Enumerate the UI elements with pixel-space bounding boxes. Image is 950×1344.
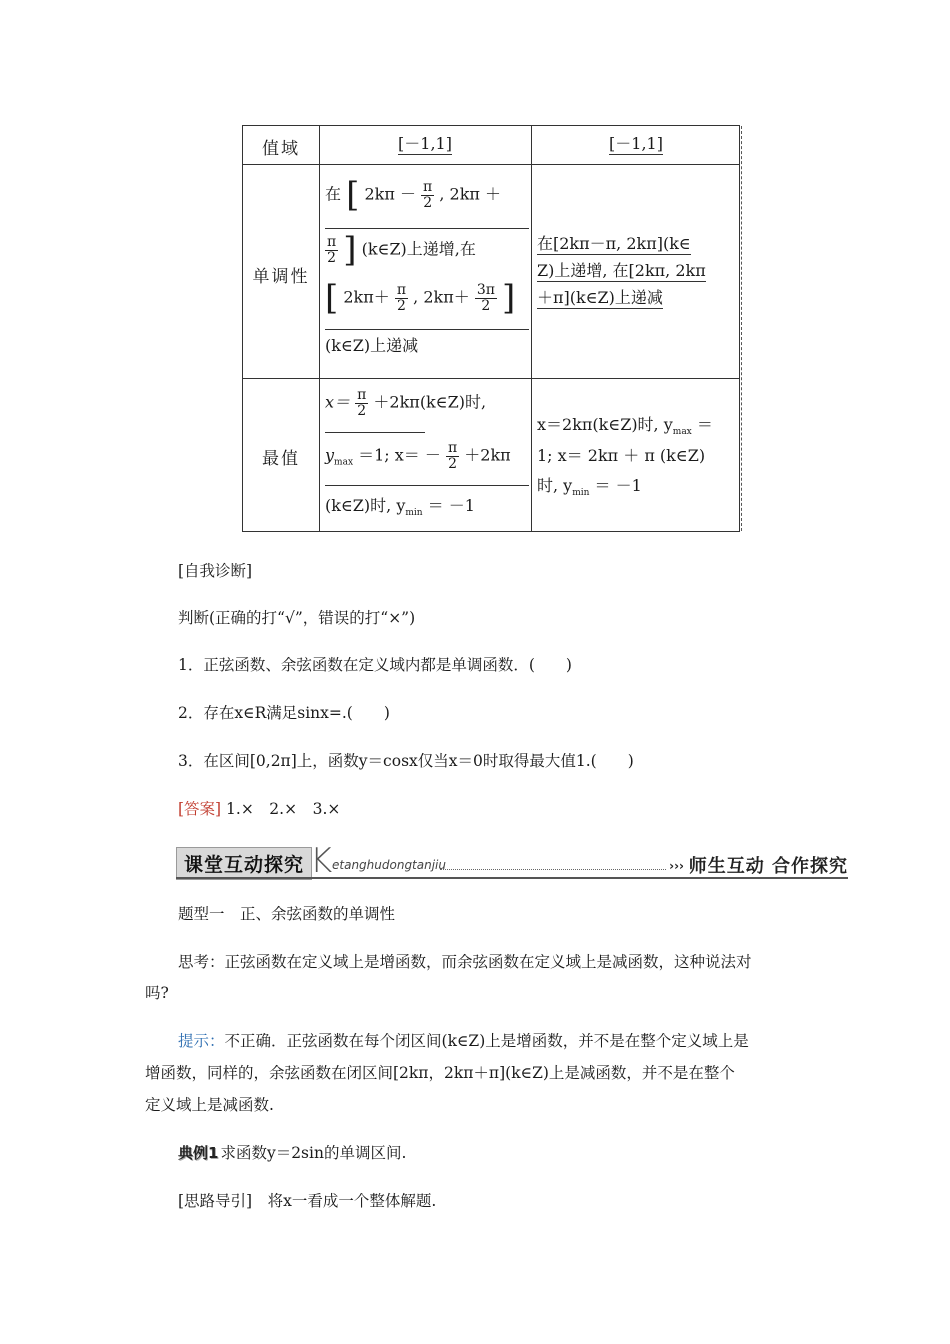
section-banner — [176, 841, 848, 881]
diagnosis-instruction: 判断(正确的打“√”，错误的打“×”) — [178, 609, 416, 627]
hint-label: 提示： — [178, 1032, 225, 1050]
think-line-2: 吗? — [145, 984, 169, 1002]
diagnosis-title: [自我诊断] — [178, 562, 253, 580]
answer-text: 1.× 2.× 3.× — [221, 800, 341, 818]
row-label-range: 值域 — [262, 139, 300, 159]
answer-label: [答案] — [178, 800, 222, 818]
question-1: 1．正弦函数、余弦函数在定义域内都是单调函数．( ) — [178, 656, 572, 674]
answer-line — [178, 800, 340, 819]
banner-k-letter: K — [310, 841, 333, 881]
hint-line-3: 定义域上是减函数. — [145, 1096, 274, 1114]
range-cos: [－1,1] — [609, 134, 663, 153]
banner-arrows-icon: ››› — [669, 859, 684, 873]
banner-right-text: 师生互动 合作探究 — [688, 856, 848, 877]
banner-pinyin: etanghudongtanjiu — [332, 858, 446, 872]
monotonicity-sin: 在 [ 2kπ － $\frac{\pi}{2}$ , 2kπ ＋ $\frac{\pi}{2}$ ] (k∈Z)上递增,在 [ 2kπ＋ $\frac{\pi}{2}$ , 2kπ＋ $\frac{3\pi}{2}$ ] (k∈Z)上递减 — [325, 178, 529, 355]
extrema-cos: x＝2kπ(k∈Z)时, $y_{max}$ ＝ 1; x＝ 2kπ ＋ π (k∈Z) 时, $y_{min} = -1$ — [537, 415, 713, 499]
example-badge: 典例1 — [178, 1144, 219, 1162]
function-properties-table — [242, 125, 740, 532]
example-line: 典例1 求函数y＝2sin的单调区间. — [178, 1144, 407, 1162]
question-3: 3．在区间[0,2π]上，函数y＝cosx仅当x＝0时取得最大值1.( ) — [178, 752, 634, 770]
monotonicity-cos: 在[2kπ－π, 2kπ](k∈ Z)上递增, 在[2kπ, 2kπ ＋π](k∈Z)上递减 — [537, 234, 706, 308]
hint-line-1: 提示：不正确．正弦函数在每个闭区间(k∈Z)上是增函数，并不是在整个定义域上是 — [178, 1032, 749, 1050]
think-line-1: 思考：正弦函数在定义域上是增函数，而余弦函数在定义域上是减函数，这种说法对 — [178, 953, 752, 971]
row-label-extrema: 最值 — [262, 449, 300, 469]
banner-tag: 课堂互动探究 — [176, 847, 312, 880]
extrema-sin: x＝ $\frac{\pi}{2}$ ＋2kπ(k∈Z)时, $y_{max} =1$; x＝ － $\frac{\pi}{2}$ ＋2kπ (k∈Z)时, $y_{min} = -1$ — [325, 388, 529, 519]
guide-line: [思路导引] 将x一看成一个整体解题. — [178, 1192, 437, 1210]
row-label-monotonicity: 单调性 — [252, 267, 310, 287]
question-2: 2．存在x∈R满足sinx=.( ) — [178, 704, 390, 722]
type-heading: 题型一 正、余弦函数的单调性 — [178, 905, 396, 923]
hint-line-2: 增函数，同样的，余弦函数在闭区间[2kπ，2kπ＋π](k∈Z)上是减函数，并不是在整个 — [145, 1064, 735, 1082]
range-sin: [－1,1] — [398, 134, 452, 153]
